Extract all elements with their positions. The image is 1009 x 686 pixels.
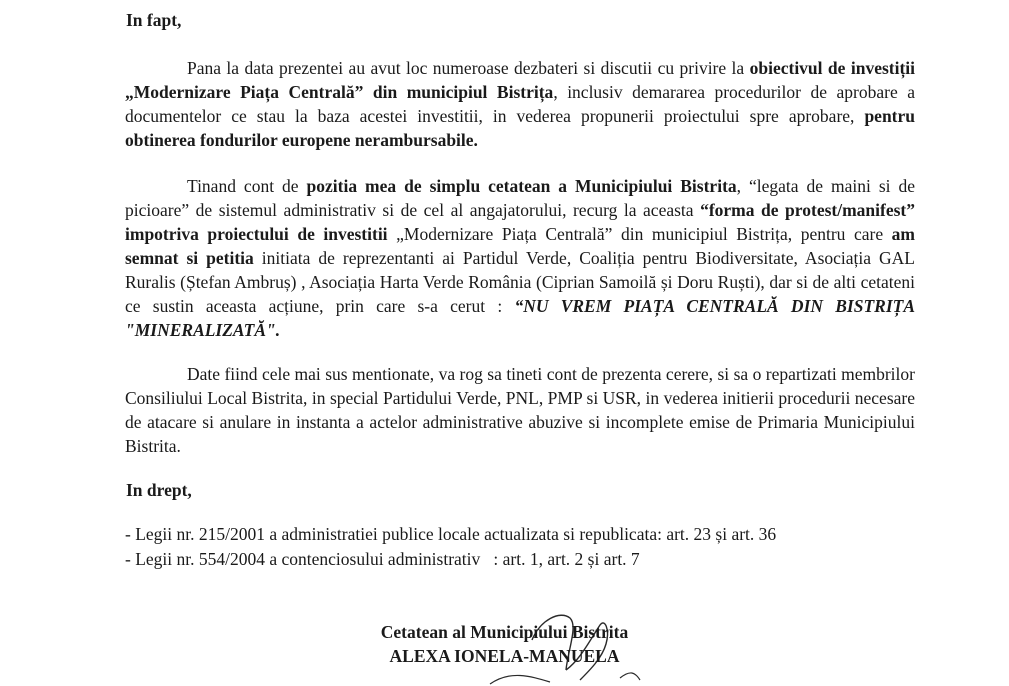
paragraph-1 (125, 56, 915, 152)
law-reference-2: - Legii nr. 554/2004 a contenciosului administrativ : art. 1, art. 2 și art. 7 (125, 549, 640, 569)
signature-title: Cetatean al Municipiului Bistrita (380, 622, 629, 642)
p2-text-2: , “legata de maini si de picioare” de sistemul administrativ si de cel al angajatorului, recurg la aceasta (125, 176, 915, 220)
paragraph-2 (125, 174, 915, 342)
heading-in-drept: In drept, (126, 480, 192, 500)
p2-emphasis-quote: “NU VREM PIAȚA CENTRALĂ DIN BISTRIȚA "MINERALIZATĂ". (125, 296, 916, 340)
p2-bold-1: pozitia mea de simplu cetatean a Municipiului Bistrita (306, 176, 737, 196)
p2-text-1: Tinand cont de (187, 176, 307, 196)
p1-bold-1: obiectivul de investiții „Modernizare Piața Centrală” din municipiul Bistrița (125, 58, 916, 102)
law-reference-1: - Legii nr. 215/2001 a administratiei publice locale actualizata si republicata: art. 23 și art. 36 (125, 524, 777, 544)
p3-text: Date fiind cele mai sus mentionate, va rog sa tineti cont de prezenta cerere, si sa o repartizati membrilor Consiliului Local Bistrita, in special Partidului Verde, PNL, PMP si USR, in vederea initierii procedurii necesare de atacare si anulare in instanta a actelor administrative abuzive si incomplete emise de Primaria Municipiului Bistrita. (125, 364, 915, 456)
paragraph-3 (125, 362, 915, 458)
heading-in-fapt: In fapt, (126, 10, 182, 30)
p1-text-1: Pana la data prezentei au avut loc numeroase dezbateri si discutii cu privire la (187, 58, 750, 78)
p2-bold-2: “forma de protest/manifest” impotriva proiectului de investitii (125, 200, 915, 244)
p1-text-2: , inclusiv demararea procedurilor de aprobare a documentelor ce stau la baza acestei investitii, in vederea propunerii proiectului spre aprobare, (125, 82, 915, 126)
p2-text-4: initiata de reprezentanti ai Partidul Verde, Coaliția pentru Biodiversitate, Asociația GAL Ruralis (Ștefan Ambruș) , Asociația Harta Verde România (Ciprian Samoilă și Doru Ruști), dar si de alti cetateni ce sustin aceasta acțiune, prin care s-a cerut : (125, 248, 915, 316)
p2-bold-3: am semnat si petitia (125, 224, 915, 268)
signature-name: ALEXA IONELA-MANUELA (389, 646, 620, 666)
p2-text-3: „Modernizare Piața Centrală” din municipiul Bistrița, pentru care (387, 224, 892, 244)
p1-bold-2: pentru obtinerea fondurilor europene nerambursabile. (125, 106, 915, 150)
